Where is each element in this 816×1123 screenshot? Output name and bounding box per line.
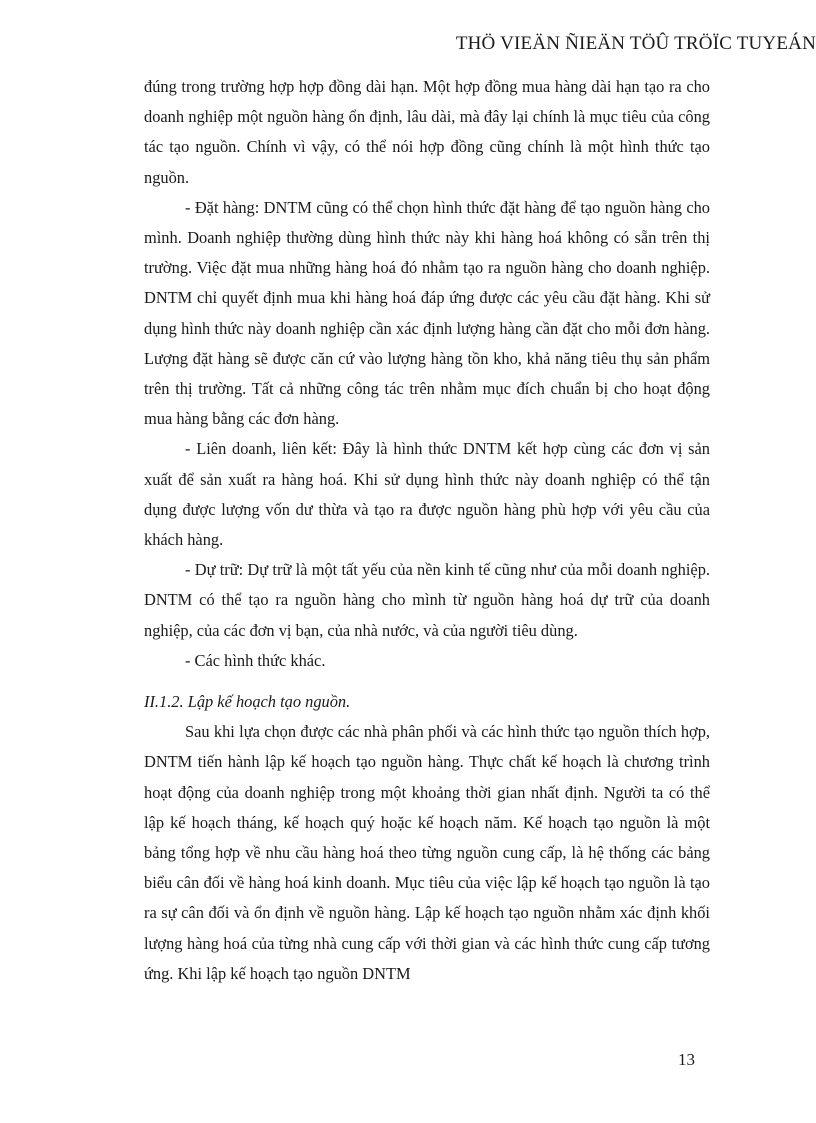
paragraph-joint-venture: - Liên doanh, liên kết: Đây là hình thức DNTM kết hợp cùng các đơn vị sản xuất để sản xuất ra hàng hoá. Khi sử dụng hình thức này doanh nghiệp có thể tận dụng được lượng vốn dư thừa và tạo ra được nguồn hàng phù hợp với yêu cầu của khách hàng.	[144, 439, 710, 550]
paragraph-reserve: - Dự trữ: Dự trữ là một tất yếu của nền kinh tế cũng như của mỗi doanh nghiệp. DNTM có thể tạo ra nguồn hàng cho mình từ nguồn hàng hoá dự trữ của doanh nghiệp, của các đơn vị bạn, của nhà nước, và của người tiêu dùng.	[144, 560, 710, 640]
paragraph-ordering: - Đặt hàng: DNTM cũng có thể chọn hình thức đặt hàng để tạo nguồn hàng cho mình. Doanh nghiệp thường dùng hình thức này khi hàng hoá không có sẵn trên thị trường. Việc đặt mua những hàng hoá đó nhằm tạo ra nguồn hàng cho doanh nghiệp. DNTM chỉ quyết định mua khi hàng hoá đáp ứng được các yêu cầu đặt hàng. Khi sử dụng hình thức này doanh nghiệp cần xác định lượng hàng cần đặt cho mỗi đơn hàng. Lượng đặt hàng sẽ được căn cứ vào lượng hàng tồn kho, khả năng tiêu thụ sản phẩm trên thị trường. Tất cả những công tác trên nhằm mục đích chuẩn bị cho hoạt động mua hàng bằng các đơn hàng.	[144, 197, 710, 429]
page-number: 13	[678, 1050, 695, 1069]
page-header: THÖ VIEÄN ÑIEÄN TÖÛ TRÖÏC TUYEÁN	[455, 33, 816, 54]
paragraph-planning: Sau khi lựa chọn được các nhà phân phối và các hình thức tạo nguồn thích hợp, DNTM tiến hành lập kế hoạch tạo nguồn hàng. Thực chất kế hoạch là chương trình hoạt động của doanh nghiệp trong một khoảng thời gian nhất định. Người ta có thể lập kế hoạch tháng, kế hoạch quý hoặc kế hoạch năm. Kế hoạch tạo nguồn là một bảng tổng hợp về nhu cầu hàng hoá theo từng nguồn cung cấp, là hệ thống các bảng biểu cân đối về hàng hoá kinh doanh. Mục tiêu của việc lập kế hoạch tạo nguồn là tạo ra sự cân đối và ổn định về nguồn hàng. Lập kế hoạch tạo nguồn nhằm xác định khối lượng hàng hoá của từng nhà cung cấp với thời gian và các hình thức cung cấp tương ứng. Khi lập kế hoạch tạo nguồn DNTM	[144, 722, 710, 983]
section-heading: II.1.2. Lập kế hoạch tạo nguồn.	[144, 692, 351, 712]
paragraph-contract-continuation: đúng trong trường hợp hợp đồng dài hạn. Một hợp đồng mua hàng dài hạn tạo ra cho doanh nghiệp một nguồn hàng ổn định, lâu dài, mà đây lại chính là mục tiêu của công tác tạo nguồn. Chính vì vậy, có thể nói hợp đồng cũng chính là một hình thức tạo nguồn.	[144, 77, 710, 187]
paragraph-other-forms: - Các hình thức khác.	[185, 650, 326, 670]
body-text	[144, 72, 710, 989]
